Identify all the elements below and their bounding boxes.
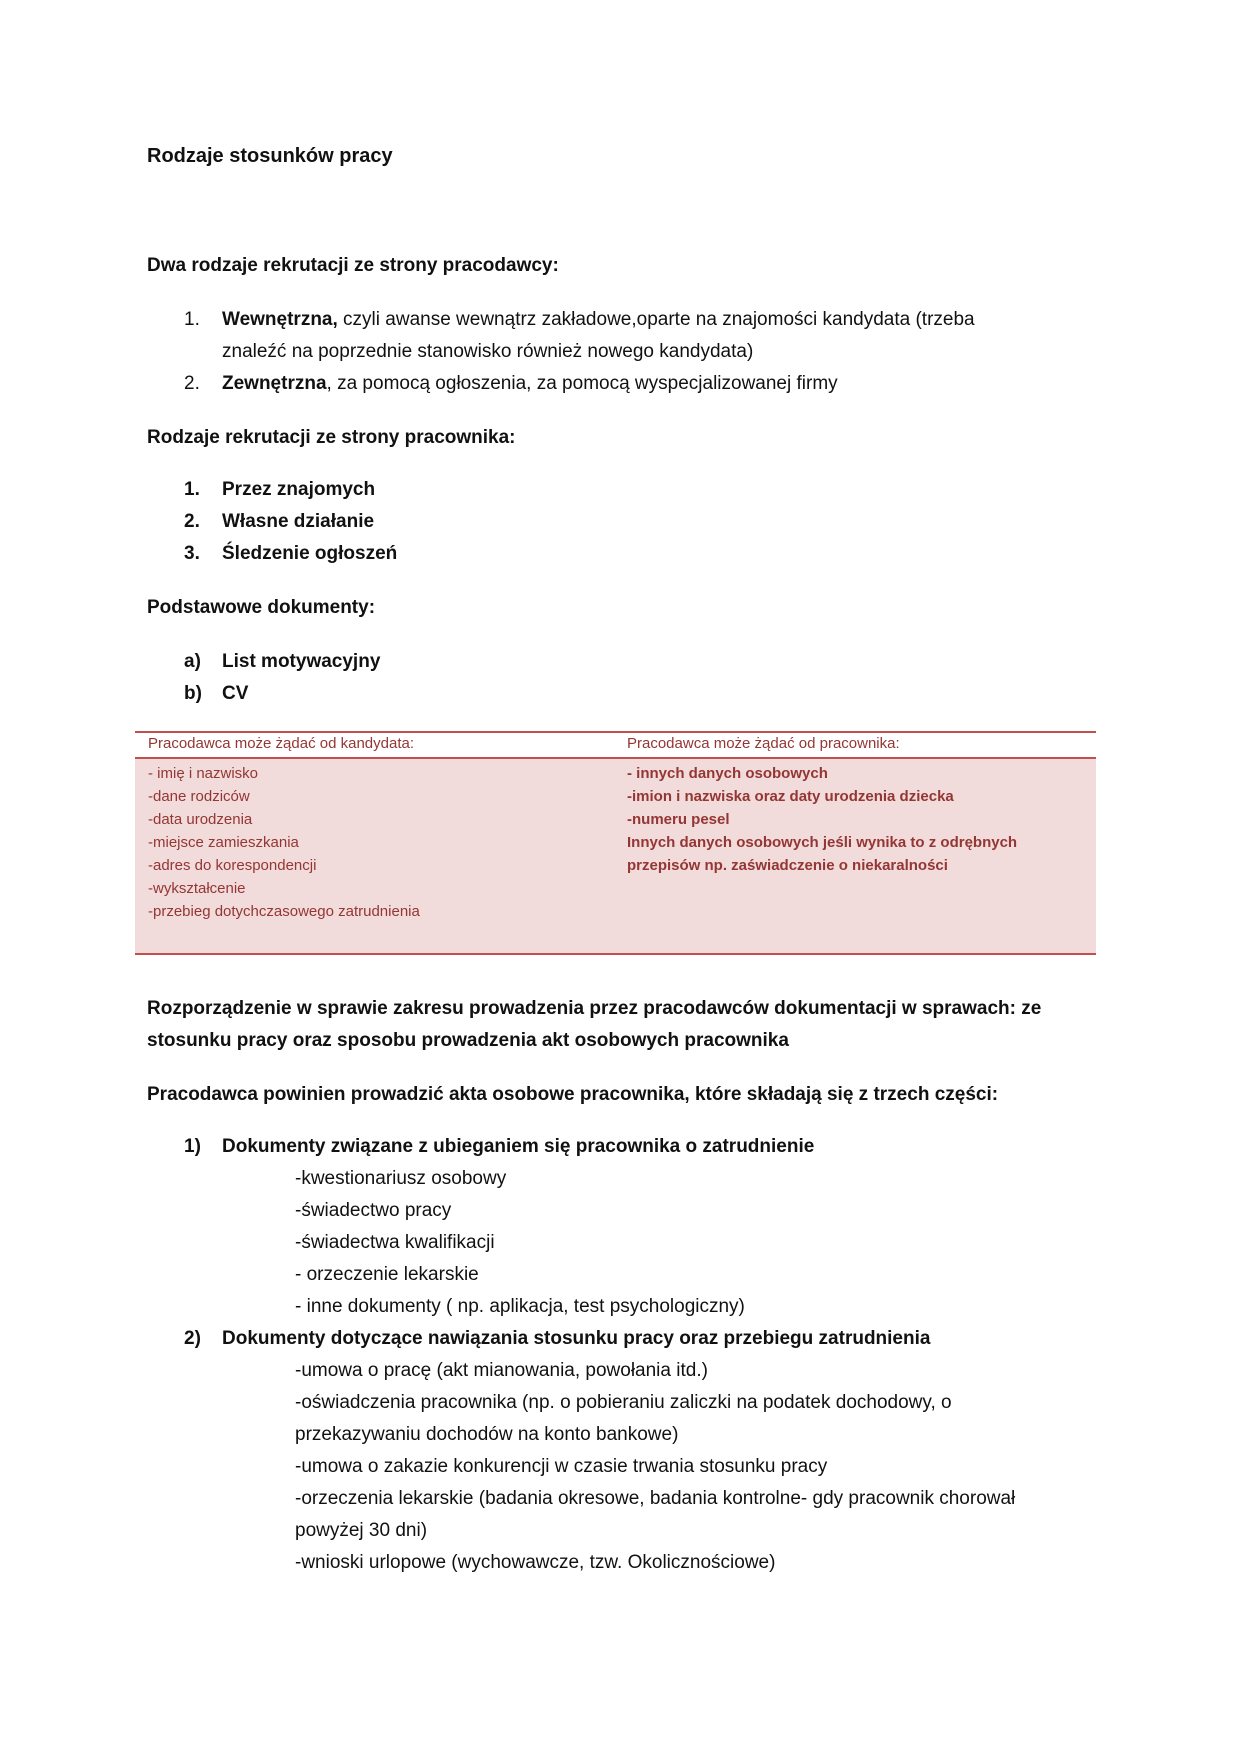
table-cell: - innych danych osobowych	[627, 765, 828, 782]
list-item-external	[222, 368, 838, 400]
part-title: Dokumenty związane z ubieganiem się pracownika o zatrudnienie	[222, 1136, 815, 1157]
list-item-text: , za pomocą ogłoszenia, za pomocą wyspecjalizowanej firmy	[326, 373, 838, 394]
list-item: CV	[222, 683, 249, 704]
table-header-employee: Pracodawca może żądać od pracownika:	[627, 735, 900, 752]
part-title: Dokumenty dotyczące nawiązania stosunku pracy oraz przebiegu zatrudnienia	[222, 1328, 931, 1349]
list-item-term: Zewnętrzna	[222, 373, 327, 394]
list-item: List motywacyjny	[222, 651, 381, 672]
list-item-term: Wewnętrzna,	[222, 309, 338, 330]
table-cell: -wykształcenie	[148, 880, 246, 897]
document-line: -umowa o zakazie konkurencji w czasie trwania stosunku pracy	[295, 1456, 828, 1477]
document-line: -świadectwo pracy	[295, 1200, 452, 1221]
table-column-employee	[627, 762, 1017, 877]
table-cell: -numeru pesel	[627, 811, 730, 828]
table-cell: przepisów np. zaświadczenie o niekaralności	[627, 857, 948, 874]
section-heading-employee-recruitment: Rodzaje rekrutacji ze strony pracownika:	[147, 427, 516, 448]
list-item-text: czyli awanse wewnątrz zakładowe,oparte na znajomości kandydata (trzeba	[337, 309, 975, 330]
table-cell: -miejsce zamieszkania	[148, 834, 299, 851]
list-letter: b)	[184, 683, 202, 704]
list-item: Śledzenie ogłoszeń	[222, 543, 398, 564]
list-item-text-continued: znaleźć na poprzednie stanowisko również nowego kandydata)	[222, 341, 754, 362]
list-number: 1)	[184, 1136, 201, 1157]
table-cell: -imion i nazwiska oraz daty urodzenia dziecka	[627, 788, 954, 805]
table-column-candidate	[148, 762, 420, 923]
document-line: - orzeczenie lekarskie	[295, 1264, 479, 1285]
document-line: -orzeczenia lekarskie (badania okresowe, badania kontrolne- gdy pracownik chorował	[295, 1488, 1016, 1509]
table-header-candidate: Pracodawca może żądać od kandydata:	[148, 735, 414, 752]
table-cell: Innych danych osobowych jeśli wynika to z odrębnych	[627, 834, 1018, 851]
section-heading-basic-documents: Podstawowe dokumenty:	[147, 597, 376, 618]
table-cell: -data urodzenia	[148, 811, 253, 828]
document-line: -kwestionariusz osobowy	[295, 1168, 507, 1189]
regulation-heading-line1: Rozporządzenie w sprawie zakresu prowadzenia przez pracodawców dokumentacji w sprawach: ze	[147, 998, 1042, 1019]
document-line: - inne dokumenty ( np. aplikacja, test psychologiczny)	[295, 1296, 745, 1317]
document-line: przekazywaniu dochodów na konto bankowe)	[295, 1424, 679, 1445]
section-heading-employer-recruitment: Dwa rodzaje rekrutacji ze strony pracodawcy:	[147, 255, 559, 276]
requirements-table	[135, 731, 1096, 955]
part-2-documents	[295, 1355, 1015, 1579]
document-line: -oświadczenia pracownika (np. o pobieraniu zaliczki na podatek dochodowy, o	[295, 1392, 952, 1413]
list-item: Przez znajomych	[222, 479, 376, 500]
document-line: -świadectwa kwalifikacji	[295, 1232, 495, 1253]
list-item: Własne działanie	[222, 511, 375, 532]
list-letter: a)	[184, 651, 201, 672]
list-number: 1.	[184, 309, 200, 330]
regulation-heading-line2: stosunku pracy oraz sposobu prowadzenia akt osobowych pracownika	[147, 1030, 789, 1051]
document-line: powyżej 30 dni)	[295, 1520, 428, 1541]
table-cell: -adres do korespondencji	[148, 857, 317, 874]
list-number: 3.	[184, 543, 200, 564]
list-number: 2.	[184, 373, 200, 394]
part-1-documents	[295, 1163, 745, 1323]
list-number: 2.	[184, 511, 200, 532]
table-header-row	[135, 733, 1096, 759]
table-cell: -dane rodziców	[148, 788, 250, 805]
document-line: -wnioski urlopowe (wychowawcze, tzw. Okolicznościowe)	[295, 1552, 776, 1573]
table-cell: - imię i nazwisko	[148, 765, 259, 782]
page-title: Rodzaje stosunków pracy	[147, 145, 393, 167]
document-line: -umowa o pracę (akt mianowania, powołania itd.)	[295, 1360, 708, 1381]
list-number: 1.	[184, 479, 200, 500]
list-number: 2)	[184, 1328, 201, 1349]
personnel-files-heading: Pracodawca powinien prowadzić akta osobowe pracownika, które składają się z trzech części:	[147, 1084, 999, 1105]
list-item-internal	[222, 304, 975, 368]
table-cell: -przebieg dotychczasowego zatrudnienia	[148, 903, 420, 920]
